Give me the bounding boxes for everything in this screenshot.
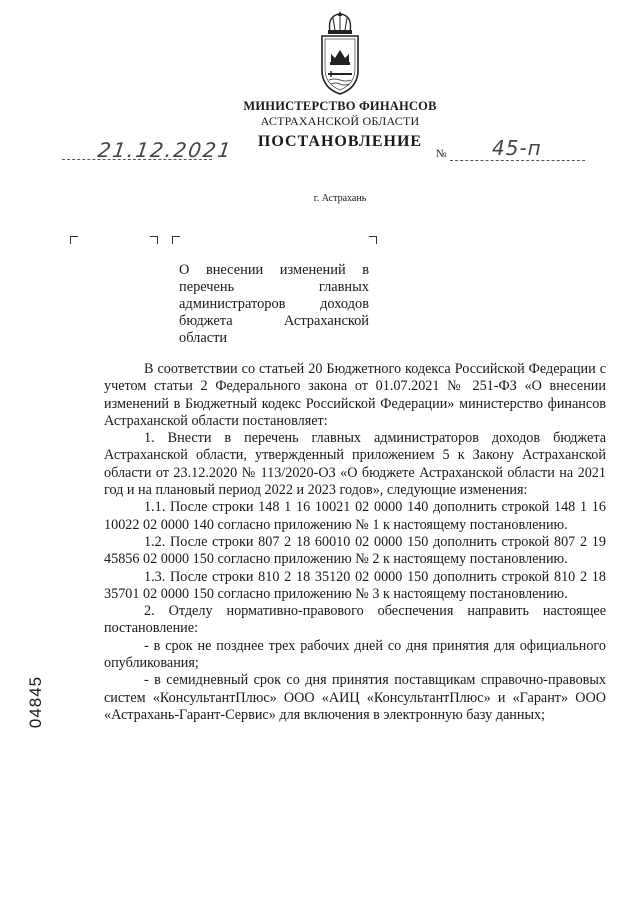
number-underline bbox=[450, 160, 585, 161]
document-type-title: ПОСТАНОВЛЕНИЕ bbox=[257, 133, 423, 150]
paragraph-item-2-b: - в семидневный срок со дня принятия поставщикам справочно-правовых систем «КонсультантПлюс» ООО «АИЦ «КонсультантПлюс» и «Гарант» ООО «Астрахань-Гарант-Сервис» для включения в электронную базу данных; bbox=[104, 672, 606, 723]
ministry-name-line1: МИНИСТЕРСТВО ФИНАНСОВ bbox=[243, 99, 437, 113]
paragraph-item-1-2: 1.2. После строки 807 2 18 60010 02 0000 150 дополнить строкой 807 2 19 45856 02 0000 150 согласно приложению № 2 к настоящему постановлению. bbox=[104, 533, 606, 568]
coat-of-arms-icon bbox=[318, 10, 362, 96]
side-code-text: 04845 bbox=[26, 675, 45, 729]
document-date: 21.12.2021 bbox=[96, 138, 235, 162]
paragraph-item-1-3: 1.3. После строки 810 2 18 35120 02 0000 150 дополнить строкой 810 2 18 35701 02 0000 150 согласно приложению № 3 к настоящему постановлению. bbox=[104, 568, 606, 602]
subject-bracket-top-right bbox=[369, 236, 377, 244]
number-sign: № bbox=[436, 148, 447, 160]
paragraph-item-2-a: - в срок не позднее трех рабочих дней со дня принятия для официального опубликования; bbox=[104, 637, 606, 672]
ministry-name-line2: АСТРАХАНСКОЙ ОБЛАСТИ bbox=[260, 114, 420, 128]
document-subject: О внесении изменений в перечень главных администраторов доходов бюджета Астраханской области bbox=[179, 262, 369, 346]
paragraph-item-1: 1. Внести в перечень главных администраторов доходов бюджета Астраханской области, утвержденный приложением 5 к Закону Астраханской области от 23.12.2020 № 113/2020-ОЗ «О бюджете Астраханской области на 2021 год и на плановый период 2022 и 2023 годов», следующие изменения: bbox=[104, 430, 606, 499]
bracket-corner-top-right bbox=[150, 236, 158, 244]
subject-bracket-top-left bbox=[172, 236, 180, 244]
side-registration-code bbox=[26, 668, 46, 738]
paragraph-item-2: 2. Отделу нормативно-правового обеспечения направить настоящее постановление: bbox=[104, 603, 606, 637]
document-number: 45-п bbox=[492, 136, 542, 160]
bracket-corner-top-left bbox=[70, 236, 78, 244]
document-body bbox=[104, 361, 606, 724]
paragraph-item-1-1: 1.1. После строки 148 1 16 10021 02 0000 140 дополнить строкой 148 1 16 10022 02 0000 140 согласно приложению № 1 к настоящему постановлению. bbox=[104, 499, 606, 533]
paragraph-preamble: В соответствии со статьей 20 Бюджетного кодекса Российской Федерации с учетом статьи 2 Федерального закона от 01.07.2021 № 251-ФЗ «О внесении изменений в Бюджетный кодекс Российской Федерации» министерство финансов Астраханской области постановляет: bbox=[104, 361, 606, 429]
city-name: г. Астрахань bbox=[313, 193, 367, 204]
